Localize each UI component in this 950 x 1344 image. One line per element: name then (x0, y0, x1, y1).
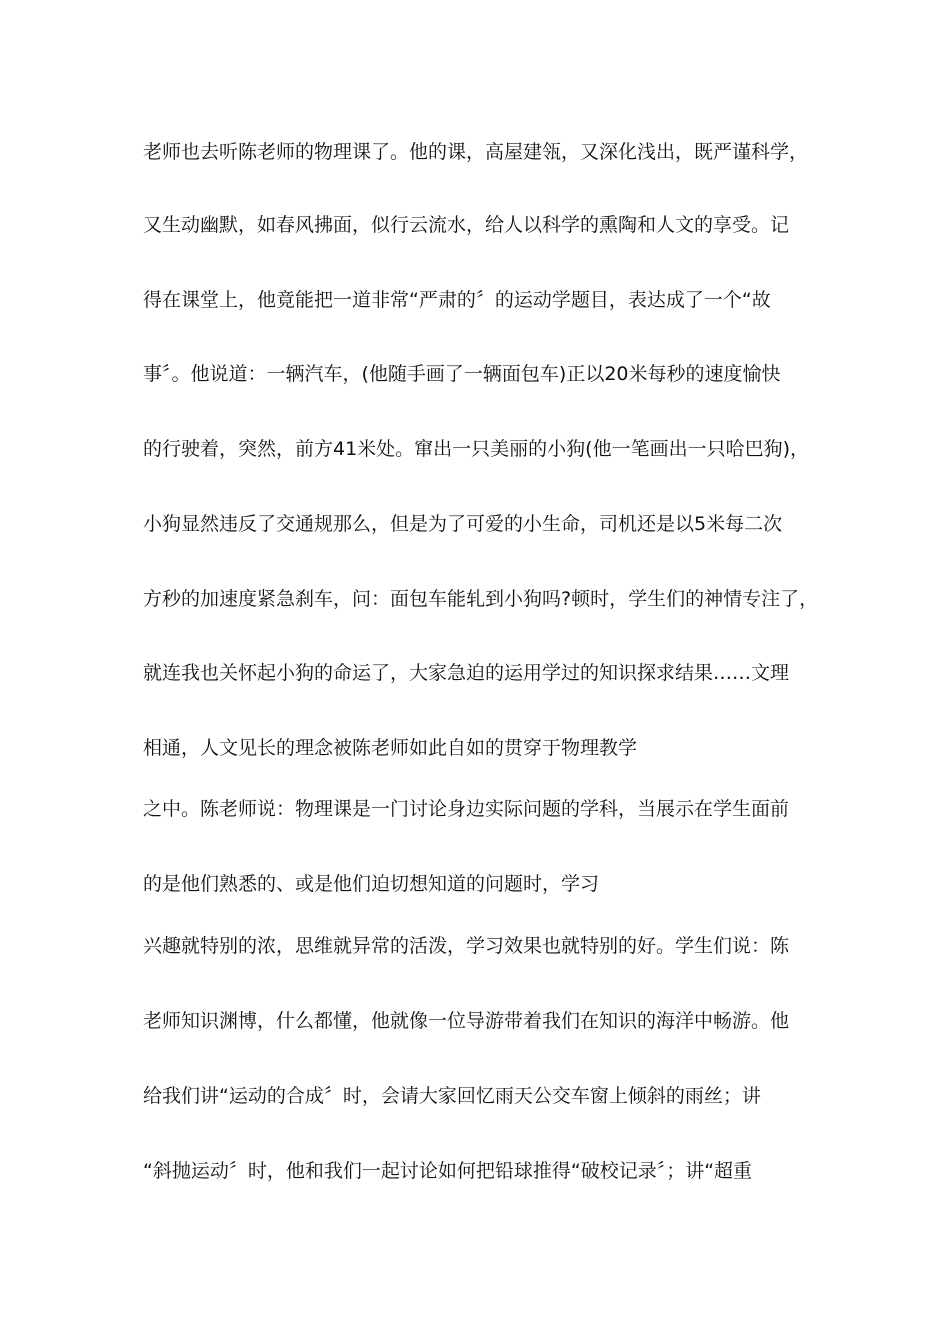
text-line-12: 兴趣就特别的浓，思维就异常的活泼，学习效果也就特别的好。学生们说：陈 (143, 935, 790, 957)
text-line-5: 的行驶着，突然，前方41米处。窜出一只美丽的小狗(他一笔画出一只哈巴狗)， (143, 438, 810, 460)
text-line-14: 给我们讲“运动的合成〞时，会请大家回忆雨天公交车窗上倾斜的雨丝；讲 (143, 1085, 761, 1107)
text-line-4: 事〞。他说道：一辆汽车，(他随手画了一辆面包车)正以20米每秒的速度愉快 (143, 363, 781, 385)
text-line-7: 方秒的加速度紧急刹车，问：面包车能轧到小狗吗?顿时，学生们的神情专注了， (143, 588, 819, 610)
text-line-11: 的是他们熟悉的、或是他们迫切想知道的问题时，学习 (143, 873, 600, 895)
text-line-9: 相通，人文见长的理念被陈老师如此自如的贯穿于物理教学 (143, 737, 638, 759)
text-line-1: 老师也去听陈老师的物理课了。他的课，高屋建瓴，又深化浅出，既严谨科学， (143, 141, 809, 163)
text-line-13: 老师知识渊博，什么都懂，他就像一位导游带着我们在知识的海洋中畅游。他 (143, 1010, 790, 1032)
text-line-15: “斜抛运动〞时，他和我们一起讨论如何把铅球推得“破校记录〞；讲“超重 (143, 1160, 753, 1182)
text-line-3: 得在课堂上，他竟能把一道非常“严肃的〞的运动学题目，表达成了一个“故 (143, 289, 771, 311)
text-line-10: 之中。陈老师说：物理课是一门讨论身边实际问题的学科，当展示在学生面前 (143, 798, 790, 820)
text-line-6: 小狗显然违反了交通规那么，但是为了可爱的小生命，司机还是以5米每二次 (143, 513, 783, 535)
text-line-8: 就连我也关怀起小狗的命运了，大家急迫的运用学过的知识探求结果……文理 (143, 662, 790, 684)
text-line-2: 又生动幽默，如春风拂面，似行云流水，给人以科学的熏陶和人文的享受。记 (143, 214, 790, 236)
